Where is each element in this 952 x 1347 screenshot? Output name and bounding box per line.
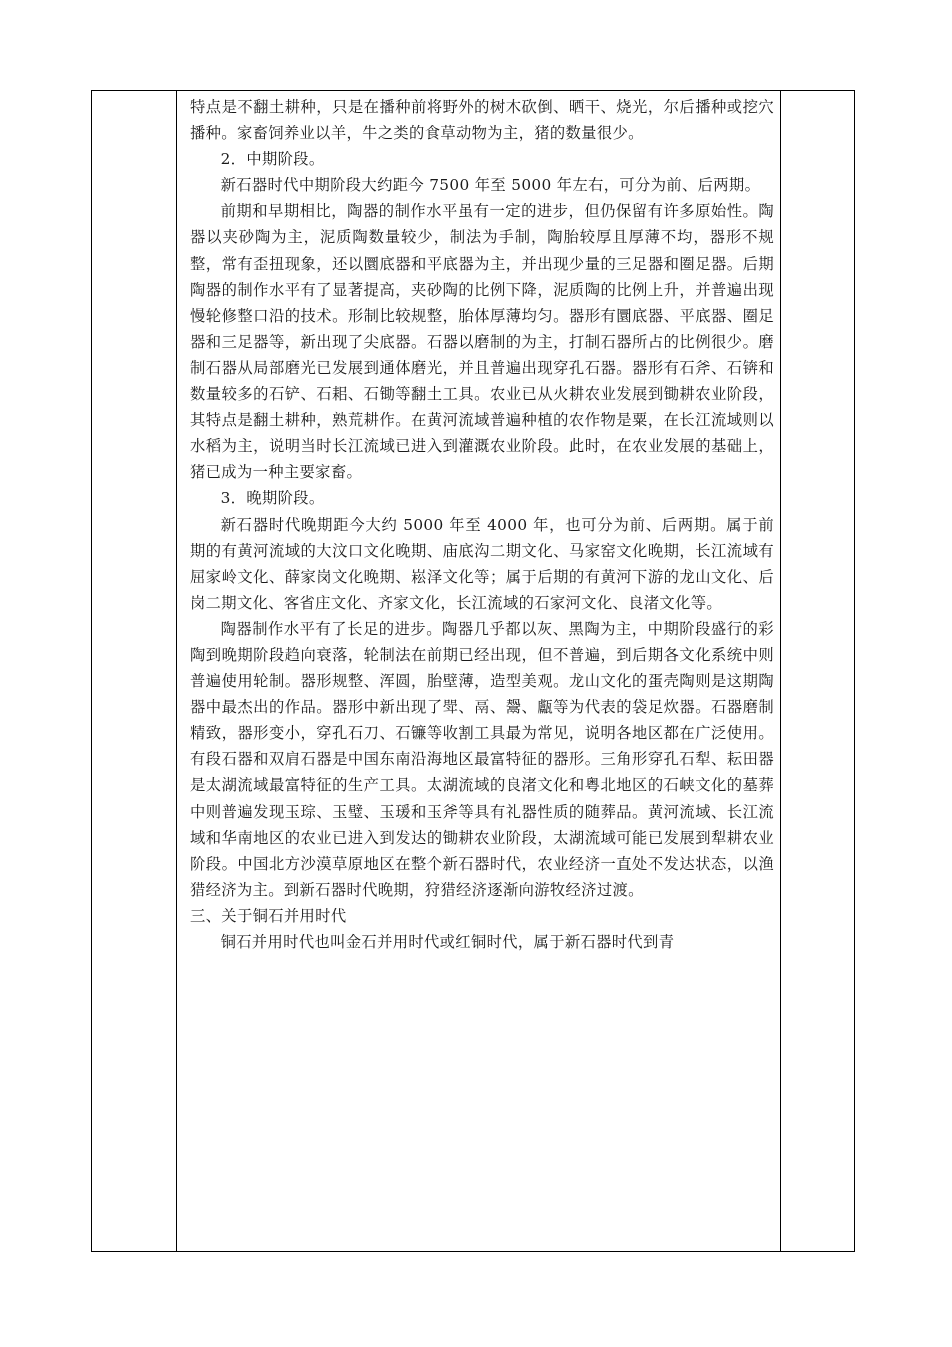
- subheading-late-stage: 3．晚期阶段。: [220, 489, 325, 508]
- column-divider-right: [780, 91, 781, 1251]
- subheading-middle-stage: 2．中期阶段。: [220, 150, 325, 169]
- column-divider-left: [176, 91, 177, 1251]
- paragraph-middle-stage-detail: 前期和早期相比，陶器的制作水平虽有一定的进步，但仍保留有许多原始性。陶器以夹砂陶为主，泥质陶数量较少，制法为手制，陶胎较厚且厚薄不均，器形不规整，常有歪扭现象，还以圜底器和平底器为主，并出现少量的三足器和圈足器。后期陶器的制作水平有了显著提高，夹砂陶的比例下降，泥质陶的比例上升，并普遍出现慢轮修整口沿的技术。形制比较规整，胎体厚薄均匀。器形有圜底器、平底器、圈足器和三足器等，新出现了尖底器。石器以磨制的为主，打制石器所占的比例很少。磨制石器从局部磨光已发展到通体磨光，并且普遍出现穿孔石器。器形有石斧、石锛和数量较多的石铲、石耜、石锄等翻土工具。农业已从火耕农业发展到锄耕农业阶段，其特点是翻土耕种，熟荒耕作。在黄河流域普遍种植的农作物是粟，在长江流域则以水稻为主，说明当时长江流域已进入到灌溉农业阶段。此时，在农业发展的基础上，猪已成为一种主要家畜。: [190, 202, 774, 482]
- paragraph-late-stage-cultures: 新石器时代晚期距今大约 5000 年至 4000 年，也可分为前、后两期。属于前期的有黄河流域的大汶口文化晚期、庙底沟二期文化、马家窑文化晚期，长江流域有屈家岭文化、薛家岗文化晚期、崧泽文化等；属于后期的有黄河下游的龙山文化、后岗二期文化、客省庄文化、齐家文化，长江流域的石家河文化、良渚文化等。: [190, 515, 774, 612]
- paragraph-chalcolithic-intro: 铜石并用时代也叫金石并用时代或红铜时代，属于新石器时代到青: [220, 933, 675, 951]
- paragraph-late-stage-detail: 陶器制作水平有了长足的进步。陶器几乎都以灰、黑陶为主，中期阶段盛行的彩陶到晚期阶段趋向衰落，轮制法在前期已经出现，但不普遍，到后期各文化系统中则普遍使用轮制。器形规整、浑圆，胎壁薄，造型美观。龙山文化的蛋壳陶则是这期陶器中最杰出的作品。器形中新出现了斝、鬲、鬶、甗等为代表的袋足炊器。石器磨制精致，器形变小，穿孔石刀、石镰等收割工具最为常见，说明各地区都在广泛使用。有段石器和双肩石器是中国东南沿海地区最富特征的器形。三角形穿孔石犁、耘田器是太湖流域最富特征的生产工具。太湖流域的良渚文化和粤北地区的石峡文化的墓葬中则普遍发现玉琮、玉璧、玉瑗和玉斧等具有礼器性质的随葬品。黄河流域、长江流域和华南地区的农业已进入到发达的锄耕农业阶段，太湖流域可能已发展到犁耕农业阶段。中国北方沙漠草原地区在整个新石器时代，农业经济一直处不发达状态，以渔猎经济为主。到新石器时代晚期，狩猎经济逐渐向游牧经济过渡。: [190, 619, 774, 899]
- paragraph-continuation: 特点是不翻土耕种，只是在播种前将野外的树木砍倒、晒干、烧光，尔后播种或挖穴播种。家畜饲养业以羊，牛之类的食草动物为主，猪的数量很少。: [190, 98, 774, 143]
- content-cell: [190, 94, 774, 955]
- paragraph-middle-stage-dates: 新石器时代中期阶段大约距今 7500 年至 5000 年左右，可分为前、后两期。: [220, 176, 761, 195]
- section-heading-chalcolithic: 三、关于铜石并用时代: [190, 906, 347, 925]
- page-table: [91, 90, 855, 1252]
